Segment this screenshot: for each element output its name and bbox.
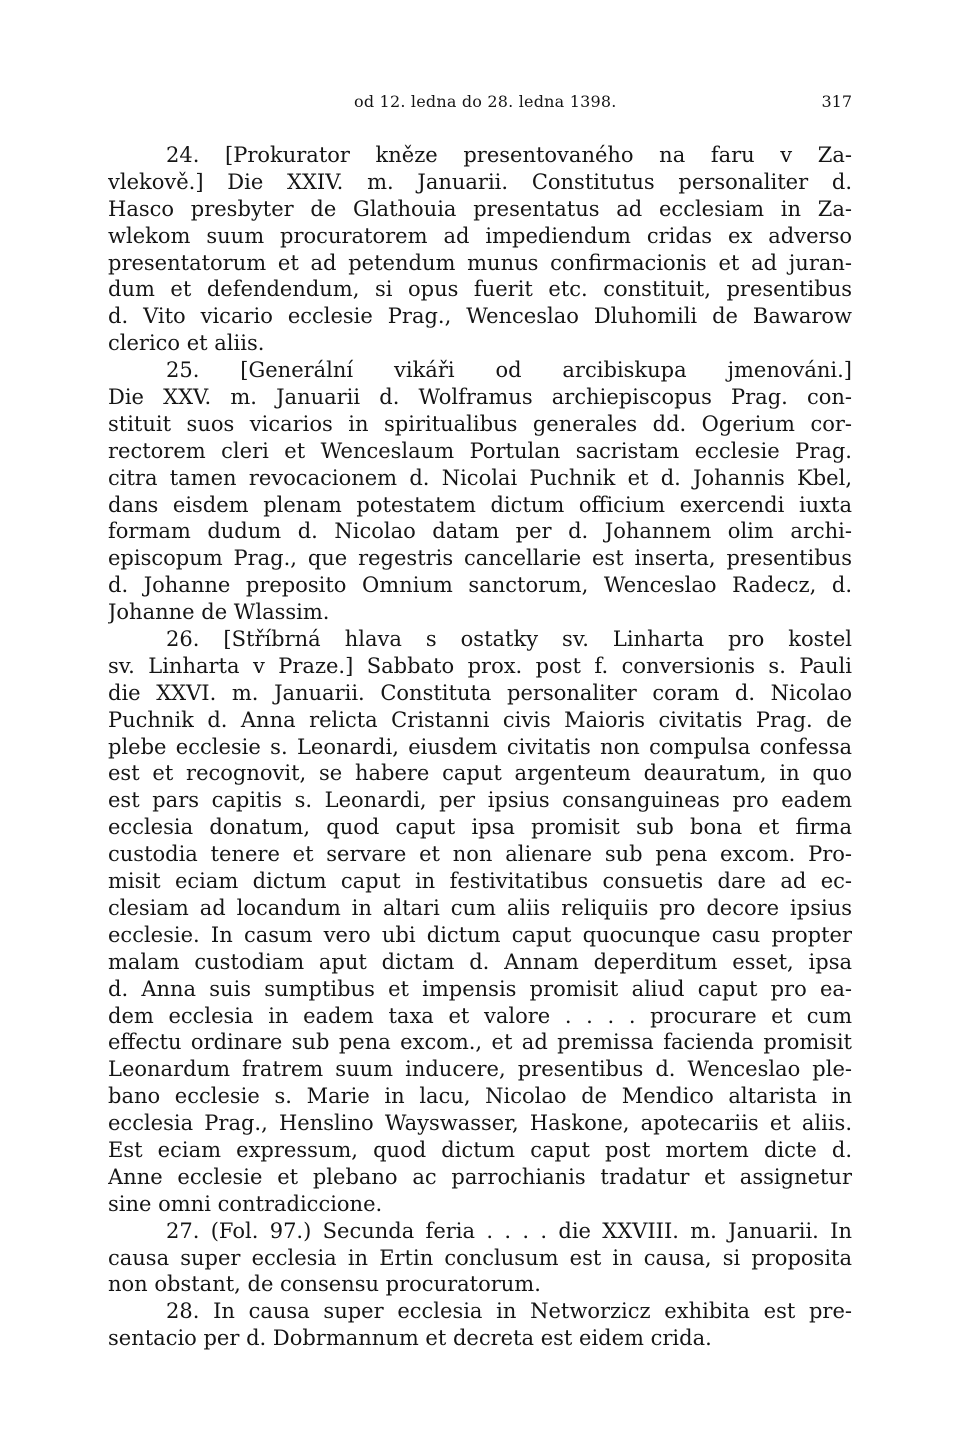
text-line: misit eciam dictum caput in festivitatibus consuetis dare ad ec-: [108, 869, 852, 894]
text-line: est pars capitis s. Leonardi, per ipsius consanguineas pro eadem: [108, 788, 852, 813]
text-line: clerico et aliis.: [108, 331, 265, 356]
text-line: presentatorum et ad petendum munus confirmacionis et ad juran-: [108, 250, 852, 275]
text-line: Est eciam expressum, quod dictum caput post mortem dicte d.: [108, 1137, 852, 1162]
header-title: od 12. ledna do 28. ledna 1398.: [354, 92, 617, 111]
text-line: sv. Linharta v Praze.] Sabbato prox. post f. conversionis s. Pauli: [108, 653, 852, 678]
text-line: sine omni contradiccione.: [108, 1191, 383, 1216]
text-line: Hasco presbyter de Glathouia presentatus ad ecclesiam in Za-: [108, 196, 852, 221]
text-line: d. Anna suis sumptibus et impensis promisit aliud caput pro ea-: [108, 976, 852, 1001]
text-line: ecclesia donatum, quod caput ipsa promisit sub bona et firma: [108, 815, 852, 840]
text-line: vlekově.] Die XXIV. m. Januarii. Constitutus personaliter d.: [108, 169, 852, 194]
text-line: episcopum Prag., que regestris cancellarie est inserta, presentibus: [108, 546, 852, 571]
text-line: stituit suos vicarios in spiritualibus generales dd. Ogerium cor-: [108, 411, 852, 436]
body-text: [108, 142, 852, 1352]
text-line: wlekom suum procuratorem ad impediendum cridas ex adverso: [108, 223, 852, 248]
text-line: 25. [Generální vikáři od arcibiskupa jmenováni.]: [166, 358, 852, 383]
text-line: custodia tenere et servare et non alienare sub pena excom. Pro-: [108, 842, 852, 867]
text-line: non obstant, de consensu procuratorum.: [108, 1272, 541, 1297]
text-line: d. Vito vicario ecclesie Prag., Wenceslao Dluhomili de Bawarow: [108, 304, 852, 329]
text-line: malam custodiam aput dictam d. Annam deperditum esset, ipsa: [108, 949, 852, 974]
text-line: 26. [Stříbrná hlava s ostatky sv. Linharta pro kostel: [166, 627, 852, 652]
text-line: Johanne de Wlassim.: [108, 600, 330, 625]
text-line: 27. (Fol. 97.) Secunda feria . . . . die XXVIII. m. Januarii. In: [166, 1218, 852, 1243]
text-line: clesiam ad locandum in altari cum aliis reliquiis pro decore ipsius: [108, 895, 852, 920]
text-line: dans eisdem plenam potestatem dictum officium exercendi iuxta: [108, 492, 852, 517]
text-line: ecclesia Prag., Henslino Wayswasser, Haskone, apotecariis et aliis.: [108, 1111, 852, 1136]
text-line: Puchnik d. Anna relicta Cristanni civis Maioris civitatis Prag. de: [108, 707, 852, 732]
text-line: Die XXV. m. Januarii d. Wolframus archiepiscopus Prag. con-: [108, 385, 852, 410]
text-line: 28. In causa super ecclesia in Networzicz exhibita est pre-: [166, 1299, 852, 1324]
text-line: 24. [Prokurator kněze presentovaného na faru v Za-: [166, 143, 852, 167]
text-line: sentacio per d. Dobrmannum et decreta est eidem crida.: [108, 1326, 712, 1351]
text-line: Anne ecclesie et plebano ac parrochianis tradatur et assignetur: [108, 1164, 852, 1189]
text-line: causa super ecclesia in Ertin conclusum est in causa, si proposita: [108, 1245, 852, 1270]
text-line: plebe ecclesie s. Leonardi, eiusdem civitatis non compulsa confessa: [108, 734, 852, 759]
text-line: citra tamen revocacionem d. Nicolai Puchnik et d. Johannis Kbel,: [108, 465, 852, 490]
text-line: rectorem cleri et Wenceslaum Portulan sacristam ecclesie Prag.: [108, 438, 852, 463]
page-number: 317: [821, 92, 852, 111]
text-line: bano ecclesie s. Marie in lacu, Nicolao de Mendico altarista in: [108, 1084, 852, 1109]
running-header: [108, 88, 852, 116]
text-line: ecclesie. In casum vero ubi dictum caput quocunque casu propter: [108, 922, 852, 947]
text-line: formam dudum d. Nicolao datam per d. Johannem olim archi-: [108, 519, 852, 544]
text-line: effectu ordinare sub pena excom., et ad premissa facienda promisit: [108, 1030, 852, 1055]
text-line: dem ecclesia in eadem taxa et valore . . . . procurare et cum: [108, 1003, 852, 1028]
text-line: dum et defendendum, si opus fuerit etc. constituit, presentibus: [108, 277, 852, 302]
text-line: Leonardum fratrem suum inducere, presentibus d. Wenceslao ple-: [108, 1057, 852, 1082]
text-line: die XXVI. m. Januarii. Constituta personaliter coram d. Nicolao: [108, 680, 852, 705]
text-line: est et recognovit, se habere caput argenteum deauratum, in quo: [108, 761, 852, 786]
text-line: d. Johanne preposito Omnium sanctorum, Wenceslao Radecz, d.: [108, 573, 852, 598]
